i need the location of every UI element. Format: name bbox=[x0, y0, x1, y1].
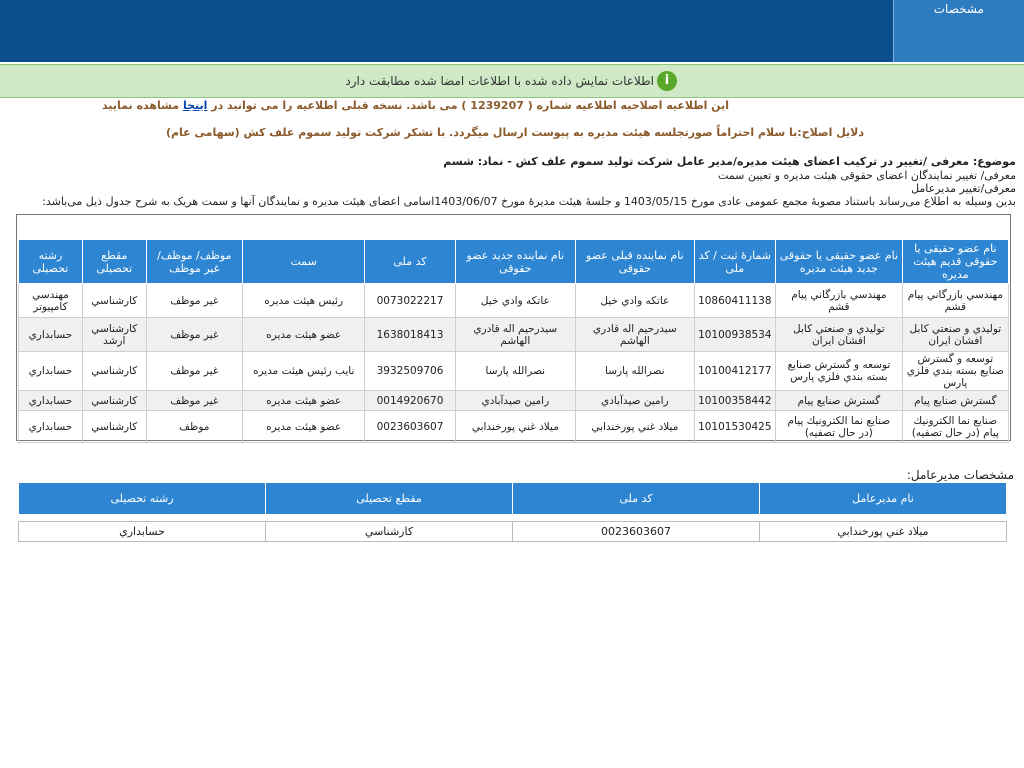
cell: 10100412177 bbox=[694, 352, 776, 391]
table-row bbox=[19, 318, 1009, 352]
col-degree: مقطع تحصیلی bbox=[82, 240, 146, 284]
cell: گسترش صنايع پيام bbox=[902, 391, 1008, 411]
cell: غیر موظف bbox=[146, 284, 242, 318]
col-reg-number: شمارهٔ ثبت / کد ملی bbox=[694, 240, 776, 284]
ceo-data-table bbox=[18, 521, 1007, 542]
cell: حسابداري bbox=[19, 391, 83, 411]
cell: كارشناسي bbox=[82, 284, 146, 318]
cell: عضو هيئت مديره bbox=[242, 318, 365, 352]
col-ceo-id: کد ملی bbox=[513, 483, 760, 515]
cell: رامين صيدآبادي bbox=[576, 391, 694, 411]
cell: نصرالله پارسا bbox=[455, 352, 576, 391]
cell: عاتكه وادي خيل bbox=[576, 284, 694, 318]
cell: توليدي و صنعتي كابل افشان ايران bbox=[902, 318, 1008, 352]
alert-text: اطلاعات نمایش داده شده با اطلاعات امضا شده مطابقت دارد bbox=[345, 74, 654, 88]
cell: 10860411138 bbox=[694, 284, 776, 318]
cell: 0014920670 bbox=[365, 391, 455, 411]
cell: گسترش صنايع پيام bbox=[776, 391, 903, 411]
cell: مهندسي بازرگاني پيام قشم bbox=[902, 284, 1008, 318]
cell: رامين صيدآبادي bbox=[455, 391, 576, 411]
cell: حسابداري bbox=[19, 318, 83, 352]
ceo-section-title: مشخصات مدیرعامل: bbox=[906, 468, 1014, 482]
cell: غیر موظف bbox=[146, 318, 242, 352]
cell: كارشناسي bbox=[82, 391, 146, 411]
cell: 0023603607 bbox=[365, 411, 455, 443]
board-table-container bbox=[16, 214, 1011, 441]
verification-alert bbox=[0, 64, 1024, 98]
col-old-member: نام عضو حقیقی یا حقوقی قدیم هیئت مدیره bbox=[902, 240, 1008, 284]
cell: سيدرحيم اله قادري الهاشم bbox=[576, 318, 694, 352]
col-ceo-field: رشته تحصیلی bbox=[19, 483, 266, 515]
cell: مهندسي كامپيوتر bbox=[19, 284, 83, 318]
text-line-3: بدین وسیله به اطلاع می‌رساند باستناد مصوبهٔ مجمع عمومی عادی مورخ 1403/05/15 و جلسهٔ هیئت مدیرهٔ مورخ 1403/06/07اسامی اعضای هیئت مدیره و نمایندگان آنها و سمت هریک به شرح جدول ذیل می‌باشد: bbox=[42, 195, 1016, 208]
cell: رئيس هيئت مديره bbox=[242, 284, 365, 318]
col-national-id: کد ملی bbox=[365, 240, 455, 284]
cell: غیر موظف bbox=[146, 352, 242, 391]
text-line-1: معرفی/ تغییر نمایندگان اعضای حقوقی هیئت مدیره و تعیین سمت bbox=[717, 169, 1016, 182]
col-ceo-name: نام مدیرعامل bbox=[760, 483, 1007, 515]
table-row bbox=[19, 284, 1009, 318]
cell: عاتكه وادي خيل bbox=[455, 284, 576, 318]
cell: حسابداري bbox=[19, 411, 83, 443]
cell: 10101530425 bbox=[694, 411, 776, 443]
notice-text-2: مشاهده نمایید bbox=[102, 99, 180, 112]
correction-notice bbox=[102, 99, 729, 112]
cell: توليدي و صنعتي كابل افشان ايران bbox=[776, 318, 903, 352]
cell: ميلاد غني پورخندابي bbox=[760, 522, 1007, 542]
cell: موظف bbox=[146, 411, 242, 443]
cell: صنايع نما الكترونيك پيام (در حال تصفيه) bbox=[902, 411, 1008, 443]
col-position: سمت bbox=[242, 240, 365, 284]
cell: كارشناسي bbox=[82, 352, 146, 391]
cell: 0073022217 bbox=[365, 284, 455, 318]
cell: حسابداري bbox=[19, 522, 266, 542]
cell: صنايع نما الكترونيك پيام (در حال تصفيه) bbox=[776, 411, 903, 443]
cell: 10100358442 bbox=[694, 391, 776, 411]
cell: عضو هيئت مديره bbox=[242, 391, 365, 411]
text-line-2: معرفی/تغییر مدیرعامل bbox=[911, 182, 1016, 195]
correction-reason: دلایل اصلاح:با سلام احتراماً صورتجلسه هیئت مدیره به پیوست ارسال میگردد. با تشکر شرکت تولید سموم علف کش (سهامی عام) bbox=[165, 126, 864, 139]
col-new-member: نام عضو حقیقی یا حقوقی جدید هیئت مدیره bbox=[776, 240, 903, 284]
cell: 10100938534 bbox=[694, 318, 776, 352]
info-icon: i bbox=[657, 71, 677, 91]
top-banner bbox=[0, 0, 1024, 62]
cell: سيدرحيم اله قادري الهاشم bbox=[455, 318, 576, 352]
col-field: رشته تحصیلی bbox=[19, 240, 83, 284]
cell: ميلاد غني پورخندابي bbox=[576, 411, 694, 443]
previous-version-link[interactable]: اینجا bbox=[182, 99, 208, 112]
tab-details-label: مشخصات bbox=[933, 2, 984, 16]
col-new-rep: نام نماینده جدید عضو حقوقی bbox=[455, 240, 576, 284]
cell: 1638018413 bbox=[365, 318, 455, 352]
col-prev-rep: نام نماینده قبلی عضو حقوقی bbox=[576, 240, 694, 284]
subject-line: موضوع: معرفی /تغییر در ترکیب اعضای هیئت مدیره/مدیر عامل شرکت تولید سموم علف کش - نماد: شسم bbox=[443, 155, 1016, 168]
cell: نايب رئيس هيئت مديره bbox=[242, 352, 365, 391]
col-duty: موظف/ موظف/غیر موظف bbox=[146, 240, 242, 284]
cell: كارشناسي bbox=[82, 411, 146, 443]
cell: 3932509706 bbox=[365, 352, 455, 391]
table-row bbox=[19, 352, 1009, 391]
ceo-header-table bbox=[18, 482, 1007, 515]
col-ceo-degree: مقطع تحصیلی bbox=[266, 483, 513, 515]
cell: حسابداري bbox=[19, 352, 83, 391]
table-row bbox=[19, 391, 1009, 411]
cell: مهندسي بازرگاني پيام قشم bbox=[776, 284, 903, 318]
table-row bbox=[19, 522, 1007, 542]
cell: غیر موظف bbox=[146, 391, 242, 411]
cell: توسعه و گسترش صنايع بسته بندي فلزي پارس bbox=[776, 352, 903, 391]
cell: 0023603607 bbox=[513, 522, 760, 542]
cell: نصرالله پارسا bbox=[576, 352, 694, 391]
notice-text-1: این اطلاعیه اصلاحیه اطلاعیه شماره ( 1239207 ) می باشد. نسخه قبلی اطلاعیه را می توانید در bbox=[211, 99, 729, 112]
tab-details[interactable] bbox=[893, 0, 1024, 62]
cell: كارشناسي bbox=[266, 522, 513, 542]
board-members-table bbox=[18, 239, 1009, 443]
table-row bbox=[19, 411, 1009, 443]
cell: توسعه و گسترش صنايع بسته بندي فلزي پارس bbox=[902, 352, 1008, 391]
cell: عضو هيئت مديره bbox=[242, 411, 365, 443]
cell: كارشناسي ارشد bbox=[82, 318, 146, 352]
cell: ميلاد غني پورخندابي bbox=[455, 411, 576, 443]
